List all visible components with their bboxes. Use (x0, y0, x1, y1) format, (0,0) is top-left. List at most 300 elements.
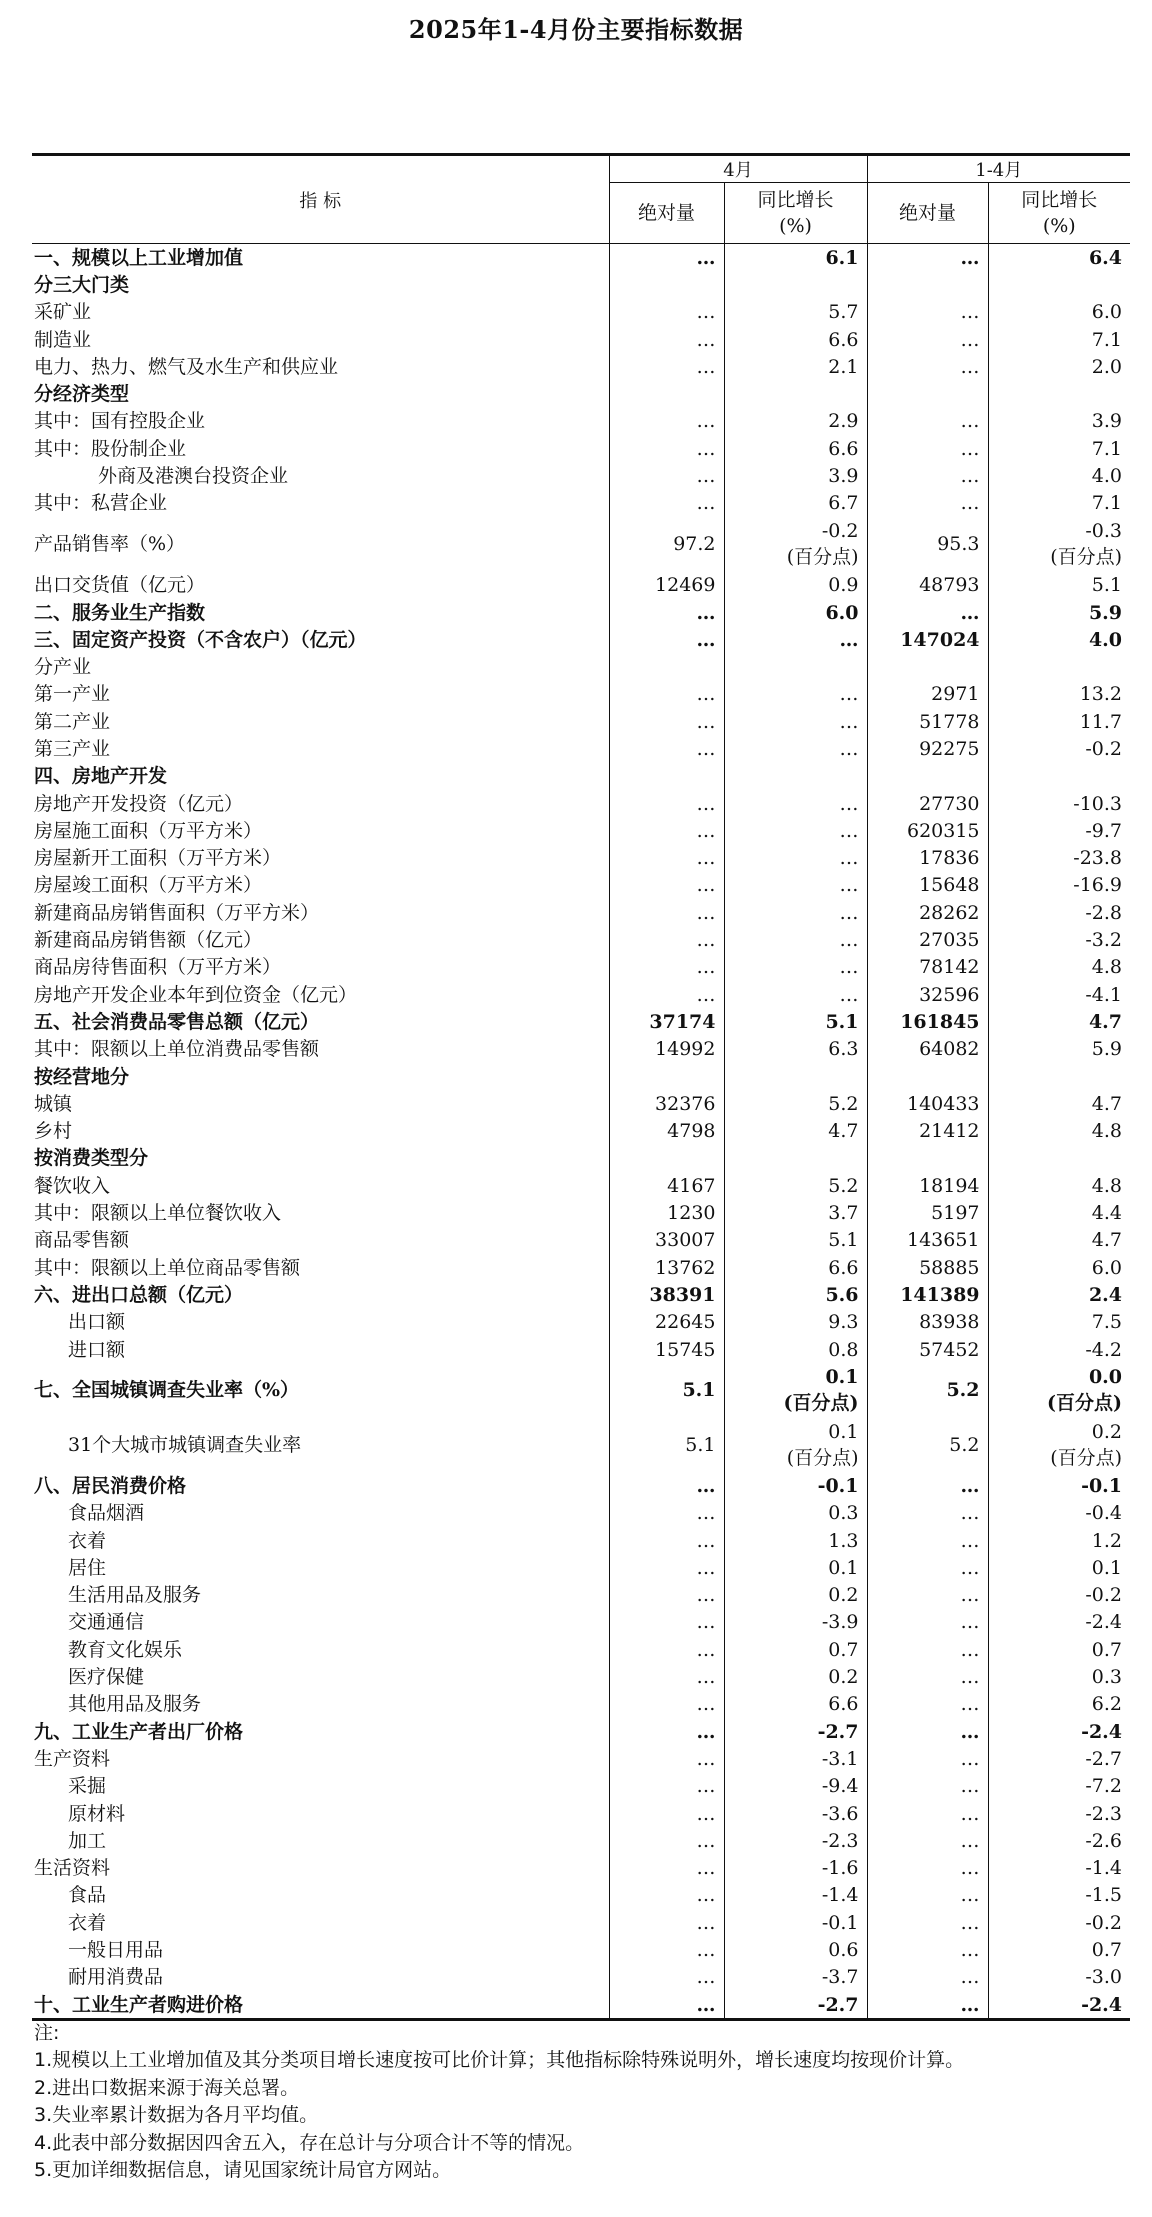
cumulative-yoy-cell (988, 653, 1130, 680)
cumulative-absolute-cell: 57452 (867, 1336, 988, 1363)
cumulative-absolute-cell: … (867, 1800, 988, 1827)
month-yoy-cell: 0.2 (724, 1582, 867, 1609)
table-row (32, 572, 1130, 599)
month-absolute-cell: … (609, 1909, 724, 1936)
month-absolute-cell: … (609, 981, 724, 1008)
cumulative-yoy-cell: -0.2 (1085, 1584, 1123, 1607)
month-yoy-cell: 6.6 (724, 1691, 867, 1718)
month-absolute-cell: … (609, 599, 724, 626)
cumulative-absolute-cell: … (867, 1991, 988, 2020)
table-row (32, 1691, 1130, 1718)
table-row (32, 1554, 1130, 1581)
cumulative-yoy-cell: 7.1 (1091, 437, 1123, 460)
cumulative-absolute-cell: 17836 (867, 845, 988, 872)
row-label: 教育文化娱乐 (32, 1636, 609, 1663)
cumulative-absolute-cell: 95.3 (867, 517, 988, 572)
month-yoy-cell: 0.9 (724, 572, 867, 599)
cumulative-absolute-cell: … (867, 1773, 988, 1800)
month-absolute-cell: 4167 (609, 1172, 724, 1199)
month-yoy-cell (724, 380, 867, 407)
table-row (32, 1882, 1130, 1909)
row-label: 餐饮收入 (32, 1172, 609, 1199)
month-absolute-cell: … (609, 1855, 724, 1882)
row-label: 第二产业 (32, 708, 609, 735)
month-absolute-cell: 13762 (609, 1254, 724, 1281)
row-label: 十、工业生产者购进价格 (32, 1991, 609, 2020)
cumulative-yoy-cell: 7.1 (1091, 492, 1123, 515)
cumulative-yoy-cell: 4.7 (1091, 1229, 1123, 1252)
month-yoy-cell: 0.6 (724, 1936, 867, 1963)
row-label: 六、进出口总额（亿元） (32, 1281, 609, 1308)
table-row (32, 1855, 1130, 1882)
page-title: 2025年1-4月份主要指标数据 (408, 15, 744, 44)
cumulative-absolute-cell: 5.2 (867, 1418, 988, 1473)
table-row (32, 899, 1130, 926)
month-yoy-cell: 6.1 (724, 244, 867, 272)
row-label: 交通通信 (32, 1609, 609, 1636)
footnotes (34, 2020, 1134, 2184)
table-row (32, 1663, 1130, 1690)
month-yoy-cell: 5.2 (724, 1090, 867, 1117)
month-yoy-cell: -0.1 (724, 1909, 867, 1936)
month-yoy-cell: 1.3 (724, 1527, 867, 1554)
month-absolute-cell: 5.1 (609, 1363, 724, 1418)
month-yoy-cell: -3.1 (724, 1745, 867, 1772)
month-yoy-cell: … (724, 926, 867, 953)
month-absolute-cell: 22645 (609, 1309, 724, 1336)
cumulative-absolute-cell: … (867, 1691, 988, 1718)
cumulative-yoy-cell: -10.3 (1073, 792, 1123, 815)
month-absolute-cell: 97.2 (609, 517, 724, 572)
month-yoy-cell: … (724, 735, 867, 762)
cumulative-yoy-cell: -2.7 (1085, 1747, 1123, 1770)
month-absolute-cell: … (609, 1500, 724, 1527)
month-absolute-cell: … (609, 845, 724, 872)
cumulative-absolute-cell: 83938 (867, 1309, 988, 1336)
table-row (32, 1336, 1130, 1363)
month-absolute-cell (609, 1063, 724, 1090)
month-yoy-cell: … (724, 708, 867, 735)
month-yoy-cell: … (724, 899, 867, 926)
header-month-yoy: 同比增长 (%) (724, 183, 867, 244)
cumulative-absolute-cell: … (867, 353, 988, 380)
row-label: 八、居民消费价格 (32, 1472, 609, 1499)
month-absolute-cell: 32376 (609, 1090, 724, 1117)
month-absolute-cell: 4798 (609, 1118, 724, 1145)
row-label: 按经营地分 (32, 1063, 609, 1090)
row-label: 居住 (32, 1554, 609, 1581)
table-row (32, 954, 1130, 981)
row-label: 分产业 (32, 653, 609, 680)
month-absolute-cell: 14992 (609, 1036, 724, 1063)
cumulative-absolute-cell: … (867, 1663, 988, 1690)
month-absolute-cell: … (609, 490, 724, 517)
cumulative-yoy-cell: -3.2 (1085, 929, 1123, 952)
table-row (32, 244, 1130, 272)
cumulative-yoy-cell: -9.7 (1085, 819, 1123, 842)
row-label: 加工 (32, 1827, 609, 1854)
row-label: 食品 (32, 1882, 609, 1909)
table-row (32, 1090, 1130, 1117)
table-row (32, 299, 1130, 326)
month-absolute-cell: … (609, 462, 724, 489)
cumulative-yoy-cell: 5.9 (1088, 601, 1123, 624)
row-label: 房地产开发企业本年到位资金（亿元） (32, 981, 609, 1008)
month-absolute-cell (609, 763, 724, 790)
row-label: 生活资料 (32, 1855, 609, 1882)
month-yoy-cell: … (724, 790, 867, 817)
row-label: 外商及港澳台投资企业 (32, 462, 609, 489)
month-yoy-cell: … (724, 954, 867, 981)
row-label: 医疗保健 (32, 1663, 609, 1690)
row-label: 四、房地产开发 (32, 763, 609, 790)
row-label: 其中：私营企业 (32, 490, 609, 517)
month-absolute-cell: 15745 (609, 1336, 724, 1363)
row-label: 出口额 (32, 1309, 609, 1336)
month-absolute-cell: … (609, 1691, 724, 1718)
cumulative-absolute-cell: 58885 (867, 1254, 988, 1281)
cumulative-absolute-cell: 147024 (867, 626, 988, 653)
month-absolute-cell: … (609, 1554, 724, 1581)
month-yoy-cell: 5.2 (724, 1172, 867, 1199)
month-absolute-cell (609, 271, 724, 298)
cumulative-absolute-cell: 32596 (867, 981, 988, 1008)
month-yoy-cell (724, 653, 867, 680)
table-row (32, 790, 1130, 817)
cumulative-yoy-cell: 3.9 (1091, 410, 1123, 433)
month-yoy-cell: 0.1 (百分点) (724, 1418, 867, 1473)
row-label: 房地产开发投资（亿元） (32, 790, 609, 817)
month-absolute-cell: … (609, 708, 724, 735)
cumulative-yoy-cell: 4.8 (1091, 956, 1123, 979)
row-label: 第三产业 (32, 735, 609, 762)
month-absolute-cell: 5.1 (609, 1418, 724, 1473)
header-cumulative-yoy: 同比增长 (%) (988, 183, 1130, 244)
month-yoy-cell (724, 271, 867, 298)
month-yoy-cell: -2.7 (724, 1718, 867, 1745)
cumulative-yoy-cell: -0.3 (百分点) (1050, 520, 1123, 569)
month-yoy-cell: 0.7 (724, 1636, 867, 1663)
cumulative-yoy-cell (988, 1063, 1130, 1090)
month-absolute-cell: … (609, 1936, 724, 1963)
cumulative-yoy-cell: -1.5 (1085, 1884, 1123, 1907)
header-cumulative-group: 1-4月 (867, 155, 1130, 183)
row-label: 其中：国有控股企业 (32, 408, 609, 435)
cumulative-absolute-cell: 51778 (867, 708, 988, 735)
cumulative-yoy-cell: 0.7 (1091, 1638, 1123, 1661)
table-row (32, 1145, 1130, 1172)
table-row (32, 517, 1130, 572)
month-yoy-cell: -3.7 (724, 1964, 867, 1991)
month-yoy-cell: … (724, 872, 867, 899)
month-yoy-cell: … (724, 981, 867, 1008)
cumulative-yoy-cell (988, 763, 1130, 790)
month-yoy-cell: … (724, 681, 867, 708)
cumulative-absolute-cell: 620315 (867, 817, 988, 844)
table-row (32, 1309, 1130, 1336)
table-row (32, 872, 1130, 899)
cumulative-yoy-cell: 4.8 (1091, 1174, 1123, 1197)
table-row (32, 1063, 1130, 1090)
row-label: 生活用品及服务 (32, 1582, 609, 1609)
table-row (32, 1718, 1130, 1745)
month-yoy-cell: … (724, 817, 867, 844)
row-label: 衣着 (32, 1527, 609, 1554)
cumulative-absolute-cell: … (867, 435, 988, 462)
cumulative-absolute-cell: 161845 (867, 1008, 988, 1035)
month-absolute-cell: … (609, 1773, 724, 1800)
row-label: 分三大门类 (32, 271, 609, 298)
table-row (32, 490, 1130, 517)
row-label: 衣着 (32, 1909, 609, 1936)
cumulative-yoy-cell: 0.1 (1091, 1556, 1123, 1579)
month-absolute-cell: … (609, 1745, 724, 1772)
table-row (32, 735, 1130, 762)
month-yoy-cell: 0.1 (百分点) (724, 1363, 867, 1418)
row-label: 电力、热力、燃气及水生产和供应业 (32, 353, 609, 380)
table-row (32, 681, 1130, 708)
table-row (32, 763, 1130, 790)
month-absolute-cell: 37174 (609, 1008, 724, 1035)
cumulative-absolute-cell (867, 1145, 988, 1172)
month-yoy-cell: … (724, 626, 867, 653)
month-absolute-cell: … (609, 299, 724, 326)
month-yoy-cell: -1.4 (724, 1882, 867, 1909)
month-absolute-cell: … (609, 954, 724, 981)
row-label: 制造业 (32, 326, 609, 353)
row-label: 新建商品房销售面积（万平方米） (32, 899, 609, 926)
cumulative-absolute-cell: … (867, 1582, 988, 1609)
cumulative-absolute-cell: … (867, 1936, 988, 1963)
row-label: 一、规模以上工业增加值 (32, 244, 609, 272)
month-absolute-cell: … (609, 408, 724, 435)
month-yoy-cell: 6.0 (724, 599, 867, 626)
cumulative-absolute-cell: 5.2 (867, 1363, 988, 1418)
month-yoy-cell: -3.9 (724, 1609, 867, 1636)
cumulative-yoy-cell: 7.5 (1091, 1311, 1123, 1334)
table-row (32, 1964, 1130, 1991)
cumulative-yoy-cell: 7.1 (1091, 328, 1123, 351)
cumulative-yoy-cell: -0.1 (1081, 1475, 1123, 1497)
month-yoy-cell: 5.1 (724, 1008, 867, 1035)
table-row (32, 1936, 1130, 1963)
row-label: 七、全国城镇调查失业率（%） (32, 1363, 609, 1418)
row-label: 一般日用品 (32, 1936, 609, 1963)
cumulative-yoy-cell: -2.4 (988, 1991, 1130, 2020)
table-row (32, 599, 1130, 626)
cumulative-absolute-cell: … (867, 1527, 988, 1554)
cumulative-absolute-cell: 28262 (867, 899, 988, 926)
row-label: 其他用品及服务 (32, 1691, 609, 1718)
cumulative-yoy-cell: 0.0 (百分点) (1047, 1366, 1123, 1415)
cumulative-yoy-cell: 0.7 (1091, 1939, 1123, 1962)
month-yoy-cell: 2.9 (724, 408, 867, 435)
cumulative-yoy-cell: -2.3 (1085, 1802, 1123, 1825)
month-yoy-cell: 6.3 (724, 1036, 867, 1063)
month-yoy-cell: 6.6 (724, 326, 867, 353)
cumulative-yoy-cell: 2.0 (1091, 355, 1123, 378)
cumulative-absolute-cell: … (867, 326, 988, 353)
month-absolute-cell: … (609, 1609, 724, 1636)
month-yoy-cell: 9.3 (724, 1309, 867, 1336)
month-absolute-cell: … (609, 735, 724, 762)
table-row (32, 1527, 1130, 1554)
month-absolute-cell: … (609, 1882, 724, 1909)
month-absolute-cell: … (609, 435, 724, 462)
cumulative-absolute-cell: … (867, 1472, 988, 1499)
month-yoy-cell: 6.7 (724, 490, 867, 517)
indicator-table (32, 153, 1130, 2021)
month-absolute-cell: … (609, 926, 724, 953)
cumulative-yoy-cell: -0.2 (1085, 737, 1123, 760)
row-label: 食品烟酒 (32, 1500, 609, 1527)
cumulative-absolute-cell: 18194 (867, 1172, 988, 1199)
month-absolute-cell: 1230 (609, 1199, 724, 1226)
header-cumulative-absolute: 绝对量 (867, 183, 988, 244)
cumulative-absolute-cell: … (867, 1718, 988, 1745)
row-label: 耐用消费品 (32, 1964, 609, 1991)
table-row (32, 435, 1130, 462)
row-label: 采掘 (32, 1773, 609, 1800)
cumulative-yoy-cell: -23.8 (1073, 847, 1123, 870)
note-item: 4.此表中部分数据因四舍五入，存在总计与分项合计不等的情况。 (34, 2131, 585, 2154)
row-label: 采矿业 (32, 299, 609, 326)
table-row (32, 708, 1130, 735)
table-row (32, 1991, 1130, 2020)
cumulative-yoy-cell: -2.6 (1085, 1829, 1123, 1852)
month-absolute-cell: 12469 (609, 572, 724, 599)
cumulative-absolute-cell: 140433 (867, 1090, 988, 1117)
cumulative-yoy-cell: 0.3 (1091, 1666, 1123, 1689)
table-row (32, 1254, 1130, 1281)
cumulative-yoy-cell: -2.4 (1081, 1720, 1123, 1743)
table-row (32, 926, 1130, 953)
cumulative-yoy-cell: -7.2 (1085, 1775, 1123, 1798)
cumulative-absolute-cell: … (867, 599, 988, 626)
month-yoy-cell: 5.7 (724, 299, 867, 326)
cumulative-yoy-cell: 4.8 (1091, 1120, 1123, 1143)
month-absolute-cell: … (609, 1991, 724, 2020)
row-label: 二、服务业生产指数 (32, 599, 609, 626)
month-absolute-cell: … (609, 1472, 724, 1499)
cumulative-yoy-cell: -2.4 (1085, 1611, 1123, 1634)
cumulative-absolute-cell: … (867, 1855, 988, 1882)
cumulative-absolute-cell: 21412 (867, 1118, 988, 1145)
cumulative-yoy-cell: 6.0 (1091, 1256, 1123, 1279)
row-label: 商品零售额 (32, 1227, 609, 1254)
cumulative-absolute-cell: … (867, 1609, 988, 1636)
month-yoy-cell: 0.1 (724, 1554, 867, 1581)
row-label: 原材料 (32, 1800, 609, 1827)
cumulative-absolute-cell: 48793 (867, 572, 988, 599)
cumulative-absolute-cell: … (867, 1964, 988, 1991)
month-absolute-cell: … (609, 1964, 724, 1991)
month-yoy-cell: 6.6 (724, 1254, 867, 1281)
cumulative-yoy-cell: 6.2 (1091, 1693, 1123, 1716)
cumulative-yoy-cell: 4.0 (1088, 628, 1123, 651)
row-label: 按消费类型分 (32, 1145, 609, 1172)
cumulative-absolute-cell: … (867, 462, 988, 489)
table-row (32, 1827, 1130, 1854)
table-row (32, 1800, 1130, 1827)
cumulative-absolute-cell (867, 271, 988, 298)
row-label: 城镇 (32, 1090, 609, 1117)
table-row (32, 1773, 1130, 1800)
cumulative-yoy-cell: 6.0 (1091, 301, 1123, 324)
note-item: 5.更加详细数据信息，请见国家统计局官方网站。 (34, 2159, 452, 2182)
row-label: 新建商品房销售额（亿元） (32, 926, 609, 953)
cumulative-absolute-cell: … (867, 1500, 988, 1527)
cumulative-yoy-cell: 4.0 (1091, 465, 1123, 488)
cumulative-absolute-cell (867, 653, 988, 680)
month-absolute-cell: … (609, 1527, 724, 1554)
note-item: 3.失业率累计数据为各月平均值。 (34, 2104, 319, 2127)
table-row (32, 408, 1130, 435)
cumulative-yoy-cell: 13.2 (1079, 683, 1123, 706)
table-row (32, 271, 1130, 298)
cumulative-yoy-cell: 5.9 (1091, 1038, 1123, 1061)
cumulative-absolute-cell: … (867, 1827, 988, 1854)
cumulative-yoy-cell (988, 380, 1130, 407)
cumulative-absolute-cell: … (867, 1745, 988, 1772)
month-absolute-cell: … (609, 1636, 724, 1663)
month-yoy-cell: 5.6 (724, 1281, 867, 1308)
month-yoy-cell: 2.1 (724, 353, 867, 380)
month-yoy-cell: 0.8 (724, 1336, 867, 1363)
cumulative-yoy-cell: 1.2 (1091, 1529, 1123, 1552)
row-label: 九、工业生产者出厂价格 (32, 1718, 609, 1745)
month-yoy-cell: 0.3 (724, 1500, 867, 1527)
month-absolute-cell: … (609, 817, 724, 844)
cumulative-absolute-cell: 143651 (867, 1227, 988, 1254)
table-row (32, 1227, 1130, 1254)
cumulative-yoy-cell: 4.4 (1091, 1202, 1123, 1225)
table-row (32, 353, 1130, 380)
cumulative-absolute-cell: … (867, 1554, 988, 1581)
row-label: 31个大城市城镇调查失业率 (32, 1418, 609, 1473)
month-absolute-cell: 38391 (609, 1281, 724, 1308)
month-yoy-cell: 3.7 (724, 1199, 867, 1226)
cumulative-yoy-cell: -0.4 (1085, 1502, 1123, 1525)
table-row (32, 1199, 1130, 1226)
row-label: 其中：股份制企业 (32, 435, 609, 462)
row-label: 其中：限额以上单位消费品零售额 (32, 1036, 609, 1063)
row-label: 出口交货值（亿元） (32, 572, 609, 599)
month-yoy-cell: 6.6 (724, 435, 867, 462)
row-label: 房屋竣工面积（万平方米） (32, 872, 609, 899)
cumulative-yoy-cell: -16.9 (1073, 874, 1123, 897)
month-yoy-cell: -0.2 (百分点) (724, 517, 867, 572)
cumulative-absolute-cell (867, 380, 988, 407)
cumulative-yoy-cell: -4.2 (1085, 1338, 1123, 1361)
month-yoy-cell (724, 1063, 867, 1090)
month-yoy-cell: 0.2 (724, 1663, 867, 1690)
row-label: 五、社会消费品零售总额（亿元） (32, 1008, 609, 1035)
cumulative-absolute-cell (867, 763, 988, 790)
row-label: 房屋新开工面积（万平方米） (32, 845, 609, 872)
table-row (32, 981, 1130, 1008)
table-row (32, 1008, 1130, 1035)
table-row (32, 1281, 1130, 1308)
cumulative-yoy-cell: 4.7 (1091, 1092, 1123, 1115)
cumulative-yoy-cell: -4.1 (1085, 983, 1123, 1006)
month-yoy-cell: -2.3 (724, 1827, 867, 1854)
month-absolute-cell: … (609, 790, 724, 817)
row-label: 产品销售率（%） (32, 517, 609, 572)
cumulative-absolute-cell: … (867, 1909, 988, 1936)
cumulative-absolute-cell: … (867, 1882, 988, 1909)
cumulative-yoy-cell: -2.8 (1085, 901, 1123, 924)
